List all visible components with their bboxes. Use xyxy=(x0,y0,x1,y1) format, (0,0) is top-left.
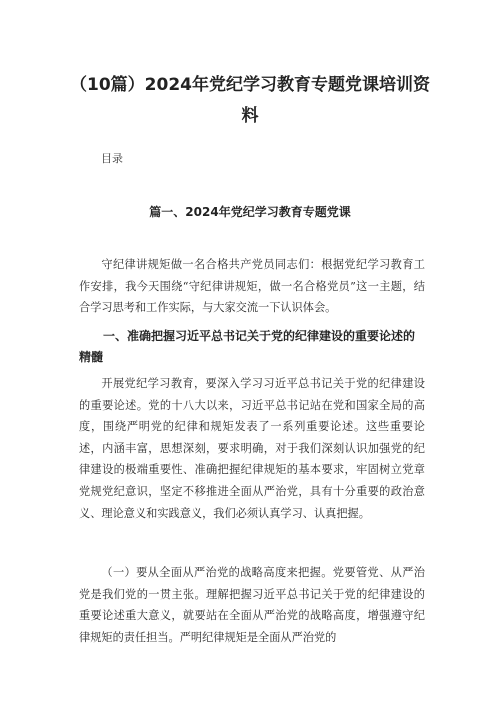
intro-paragraph: 守纪律讲规矩做一名合格共产党员同志们：根据党纪学习教育工作安排，我今天围绕“守纪律讲规矩，做一名合格党员”这一主题，结合学习思考和工作实际，与大家交流一下认识体会。 xyxy=(79,258,425,315)
document-title: （10篇）2024年党纪学习教育专题党课培训资料 xyxy=(70,75,430,126)
body-paragraph: （一）要从全面从严治党的战略高度来把握。党要管党、从严治党是我们党的一贯主张。理解把握习近平总书记关于党的纪律建设的重要论述重大意义，就要站在全面从严治党的战略高度，增强遵守纪律规矩的责任担当。严明纪律规矩是全面从严治党的 xyxy=(79,566,425,644)
section-heading: 一、准确把握习近平总书记关于党的纪律建设的重要论述的精髓 xyxy=(79,329,416,364)
section-title: 篇一、2024年党纪学习教育专题党课 xyxy=(149,205,351,219)
body-paragraph: 开展党纪学习教育，要深入学习习近平总书记关于党的纪律建设的重要论述。党的十八大以来，习近平总书记站在党和国家全局的高度，围绕严明党的纪律和规矩发表了一系列重要论述。这些重要论述，内涵丰富，思想深刻，要求明确，对于我们深刻认识加强党的纪律建设的极端重要性、准确把握纪律规矩的基本要求，牢固树立党章党规党纪意识，坚定不移推进全面从严治党，具有十分重要的政治意义、理论意义和实践意义，我们必须认真学习、认真把握。 xyxy=(79,377,425,520)
toc-label: 目录 xyxy=(101,152,123,165)
